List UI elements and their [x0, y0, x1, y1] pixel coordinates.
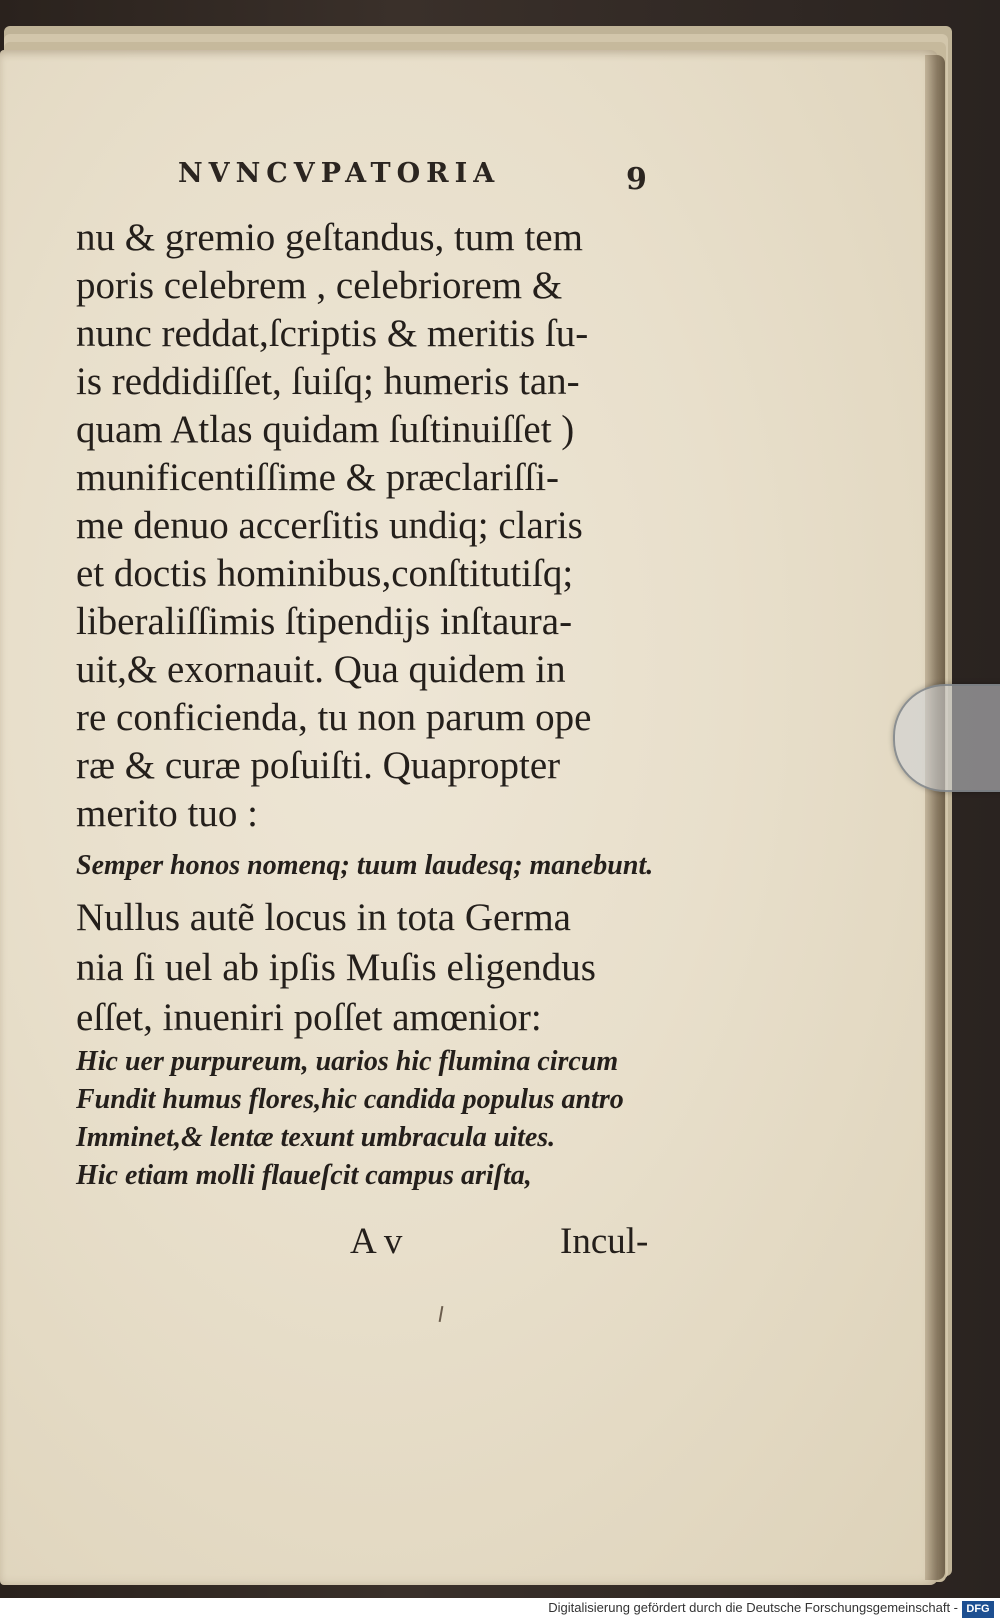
catchword: Incul-	[560, 1221, 649, 1262]
text-line: et doctis hominibus,conſtitutiſq;	[76, 552, 574, 595]
page-number: 9	[626, 162, 647, 197]
text-line: poris celebrem , celebriorem &	[76, 264, 563, 307]
verse-line: Fundit humus flores,hic candida populus antro	[76, 1084, 624, 1115]
text-line: ræ & curæ poſuiſti. Quapropter	[76, 744, 561, 787]
text-line: nia ſi uel ab ipſis Muſis eligendus	[76, 946, 596, 989]
text-line: merito tuo :	[76, 792, 258, 835]
text-line: nunc reddat,ſcriptis & meritis ſu-	[76, 312, 589, 355]
text-line: eſſet, inueniri poſſet amœnior:	[76, 996, 542, 1039]
text-line: munificentiſſime & præclariſſi-	[76, 456, 560, 499]
dfg-logo: DFG	[962, 1601, 994, 1618]
text-line: quam Atlas quidam ſuſtinuiſſet )	[76, 408, 575, 451]
page-edge-shadow	[925, 55, 945, 1580]
verse-line: Hic uer purpureum, uarios hic flumina circum	[76, 1046, 619, 1077]
text-line: is reddidiſſet, ſuiſq; humeris tan-	[76, 360, 580, 403]
verse-line: Hic etiam molli flaueſcit campus ariſta,	[76, 1160, 532, 1191]
text-line: re conficienda, tu non parum ope	[76, 696, 592, 739]
verse-line: Semper honos nomenq; tuum laudesq; manebunt.	[76, 850, 654, 881]
footer-bar	[0, 1598, 1000, 1623]
text-line: liberaliſſimis ſtipendijs inſtaura-	[76, 600, 573, 643]
page-clip	[893, 684, 1000, 792]
signature-mark: A v	[350, 1221, 403, 1262]
text-line: nu & gremio geſtandus, tum tem	[76, 216, 583, 259]
running-head: NVNCVPATORIA	[178, 158, 501, 189]
text-line: me denuo accerſitis undiq; claris	[76, 504, 583, 547]
text-line: Nullus autẽ locus in tota Germa	[76, 896, 571, 939]
funding-notice: Digitalisierung gefördert durch die Deutsche Forschungsgemeinschaft -	[548, 1600, 958, 1615]
text-line: uit,& exornauit. Qua quidem in	[76, 648, 566, 691]
verse-line: Imminet,& lentæ texunt umbracula uites.	[76, 1122, 556, 1153]
